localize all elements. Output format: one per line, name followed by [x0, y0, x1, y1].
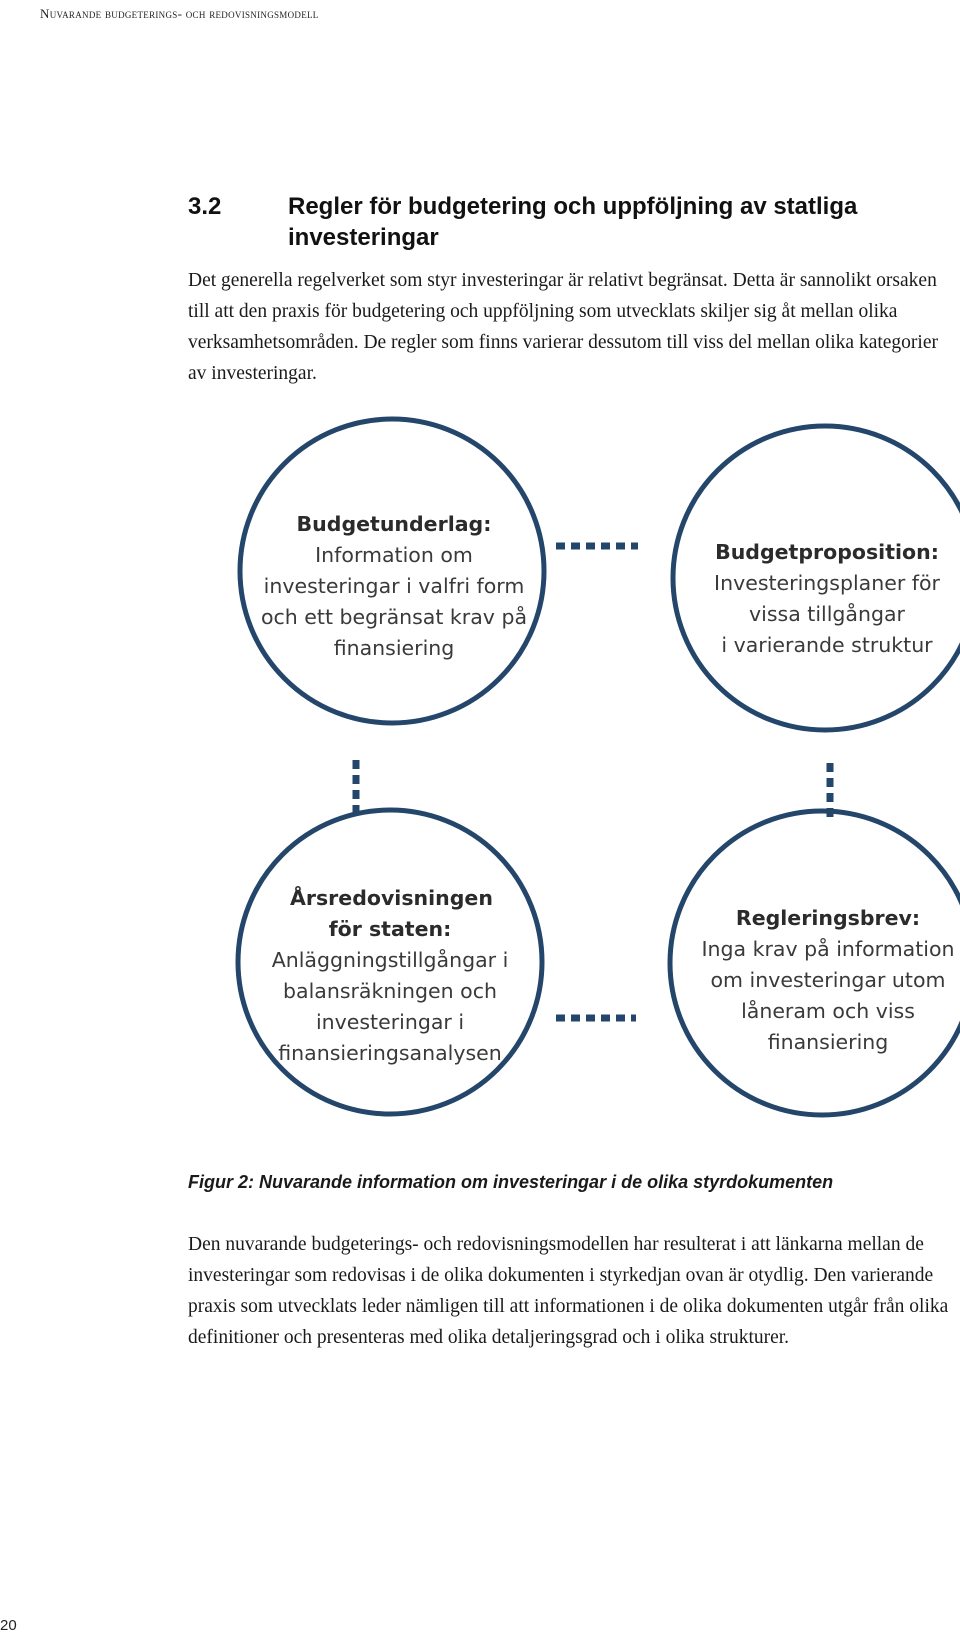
- circle-line: om investeringar utom: [710, 968, 946, 992]
- circle-line: Inga krav på information: [701, 937, 955, 961]
- circle-line: investeringar i valfri form: [263, 574, 525, 598]
- circle-line: och ett begränsat krav på: [260, 605, 528, 629]
- circle-line: investeringar i: [315, 1010, 465, 1034]
- circle-line: finansiering: [333, 636, 455, 660]
- circle-title: Regleringsbrev:: [735, 906, 921, 930]
- circle-line: i varierande struktur: [721, 633, 933, 657]
- circle-title: Budgetunderlag:: [296, 512, 492, 536]
- circle-text-regleringsbrev: [678, 903, 960, 1058]
- circle-line: vissa tillgångar: [749, 602, 905, 626]
- section-number: 3.2: [188, 193, 222, 220]
- running-header: Nuvarande budgeterings- och redovisningsmodell: [40, 6, 319, 21]
- circle-line: finansieringsanalysen: [278, 1041, 502, 1065]
- circle-title: Budgetproposition:: [715, 540, 939, 564]
- circle-line: balansräkningen och: [283, 979, 497, 1003]
- figure-caption: Figur 2: Nuvarande information om investeringar i de olika styrdokumenten: [188, 1172, 834, 1192]
- circle-text-arsredovisningen: [240, 883, 540, 1069]
- circle-line: finansiering: [767, 1030, 889, 1054]
- intro-paragraph: Det generella regelverket som styr investeringar är relativt begränsat. Detta är sannolikt orsaken till att den praxis för budgetering och uppföljning som utvecklats skiljer sig åt mellan olika verksamhetsområden. De regler som finns varierar dessutom till viss del mellan olika kategorier av investeringar.: [188, 270, 938, 384]
- page-number: 20: [0, 1617, 17, 1634]
- body-paragraph: Den nuvarande budgeterings- och redovisningsmodellen har resulterat i att länkarna mellan de investeringar som redovisas i de olika dokumenten i styrkedjan ovan är otydlig. Den varierande praxis som utvecklats leder nämligen till att informationen i de olika dokumenten utgår från olika definitioner och presenteras med olika detaljeringsgrad och i olika strukturer.: [188, 1234, 949, 1348]
- circle-text-budgetunderlag: [244, 509, 544, 664]
- circle-line: låneram och viss: [741, 999, 915, 1023]
- circle-line: Investeringsplaner för: [714, 571, 940, 595]
- section-title: Regler för budgetering och uppföljning av statliga investeringar: [288, 193, 858, 251]
- circle-title: Årsredovisningen för staten:: [290, 886, 493, 941]
- circle-line: Anläggningstillgångar i: [271, 948, 509, 972]
- circle-text-budgetproposition: [677, 537, 960, 661]
- circle-line: Information om: [315, 543, 473, 567]
